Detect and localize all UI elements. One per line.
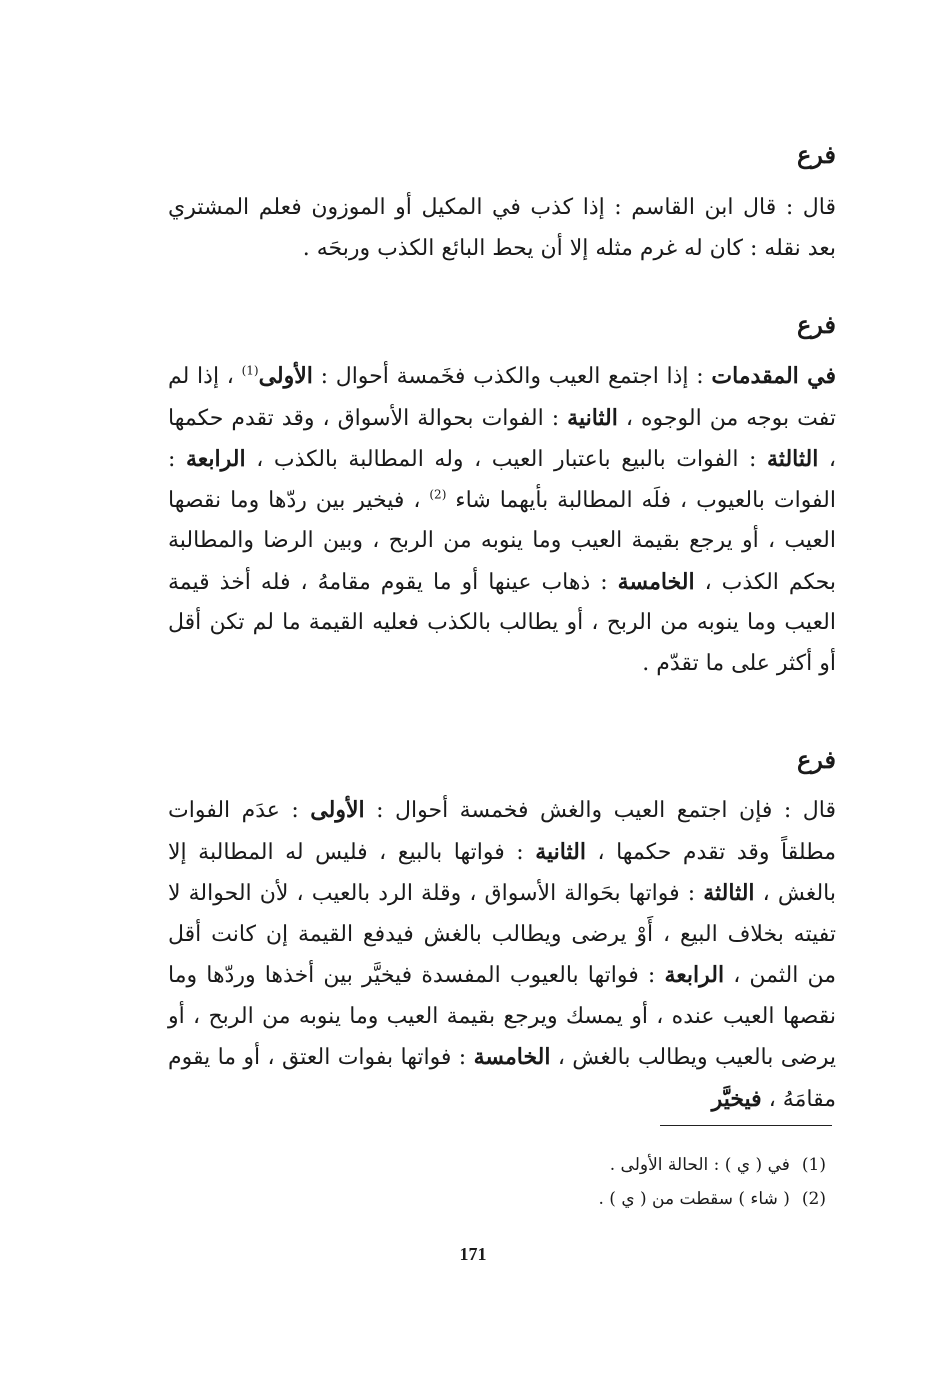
paragraph-3-text (168, 790, 836, 1120)
bold-term: الخامسة (473, 1044, 551, 1070)
bold-term: الأولى (258, 363, 313, 389)
footnote-number: (1) (801, 1155, 826, 1175)
bold-term: الرابعة (186, 446, 246, 472)
footnote-ref-2[interactable]: (2) (429, 487, 447, 502)
bold-term: الثانية (535, 838, 586, 865)
paragraph-1-text: قال : قال ابن القاسم : إذا كذب في المكيل أو الموزون فعلم المشتري بعد نقله : كان له غرم مثله إلا أن يحط البائع الكذب وربحَه . (168, 195, 836, 261)
paragraph-2-text (168, 356, 836, 684)
bold-term: الثانية (567, 404, 618, 431)
bold-term: فيخيَّر (711, 1085, 762, 1112)
footnote-1 (326, 1148, 826, 1182)
footnotes (326, 1148, 826, 1216)
text-run: : ذهاب عينها أو ما يقوم مقامهُ ، فله أخذ قيمة العيب وما ينوبه من الربح ، أو يطالب بالكذب فعليه القيمة ما لم تكن أقل أو أكثر على ما تقدّم . (168, 569, 836, 676)
text-run: ، إذا لم تفت بوجه من الوجوه ، (168, 364, 837, 431)
footnote-text: في ( ي ) : الحالة الأولى . (609, 1155, 790, 1175)
text-run: قال : فإن اجتمع العيب والغش فخمسة أحوال : (364, 798, 836, 823)
bold-term: الأولى (310, 797, 365, 823)
bold-term: في المقدمات (711, 363, 836, 389)
text-run: : فواتها بالبيع ، فليس له المطالبة إلا بالغش ، (168, 839, 837, 906)
text-run: : الفوات بالبيع باعتبار العيب ، وله المطالبة بالكذب ، (245, 447, 768, 472)
bold-term: الثالثة (767, 446, 819, 472)
text-run: ، فيخير بين ردّها وما نقصها العيب ، أو يرجع بقيمة العيب وما ينوبه من الربح ، وبين الرضا والمطالبة بحكم الكذب ، (168, 487, 837, 595)
text-run: : فواتها بحَوالة الأسواق ، وقلة الرد بالعيب ، لأن الحوالة لا تفيته بخلاف البيع ، أَوْ يرضى ويطالب بالغش فيدفع القيمة إن كانت أقل من الثمن ، (168, 881, 837, 988)
bold-term: الثالثة (703, 880, 755, 906)
text-run: : الفوات بحوالة الأسواق ، وقد تقدم حكمها ، (168, 405, 836, 472)
footnote-separator (660, 1125, 832, 1126)
paragraph-1 (168, 188, 836, 269)
text-run: : إذا اجتمع العيب والكذب فخَمسة أحوال : (312, 364, 712, 389)
text-run: : فواتها بالعيوب المفسدة فيخيَّر بين أخذها وردّها وما نقصها العيب عنده ، أو يمسك ويرجع بقيمة العيب وما ينوبه من الربح ، أو يرضى بالعيب ويطالب بالغش ، (168, 963, 836, 1070)
footnote-2 (326, 1182, 826, 1216)
section-heading-1: فرع (796, 140, 836, 169)
footnote-number: (2) (801, 1189, 826, 1209)
section-heading-2: فرع (796, 310, 836, 339)
text-run: : فواتها بفوات العتق ، أو ما يقوم مقامَهُ ، (168, 1045, 836, 1112)
bold-term: الرابعة (664, 962, 725, 988)
footnote-text: ( شاء ) سقطت من ( ي ) . (598, 1189, 790, 1209)
paragraph-3 (168, 790, 836, 1120)
paragraph-2 (168, 356, 836, 684)
bold-term: الخامسة (617, 568, 695, 595)
section-heading-3: فرع (796, 745, 836, 774)
text-run: : عدَم الفوات مطلقاً وقد تقدم حكمها ، (168, 798, 837, 865)
footnote-ref-1[interactable]: (1) (241, 363, 259, 378)
text-run: : الفوات بالعيوب ، فلَه المطالبة بأيهما شاء (168, 447, 836, 513)
page-number: 171 (459, 1244, 487, 1264)
